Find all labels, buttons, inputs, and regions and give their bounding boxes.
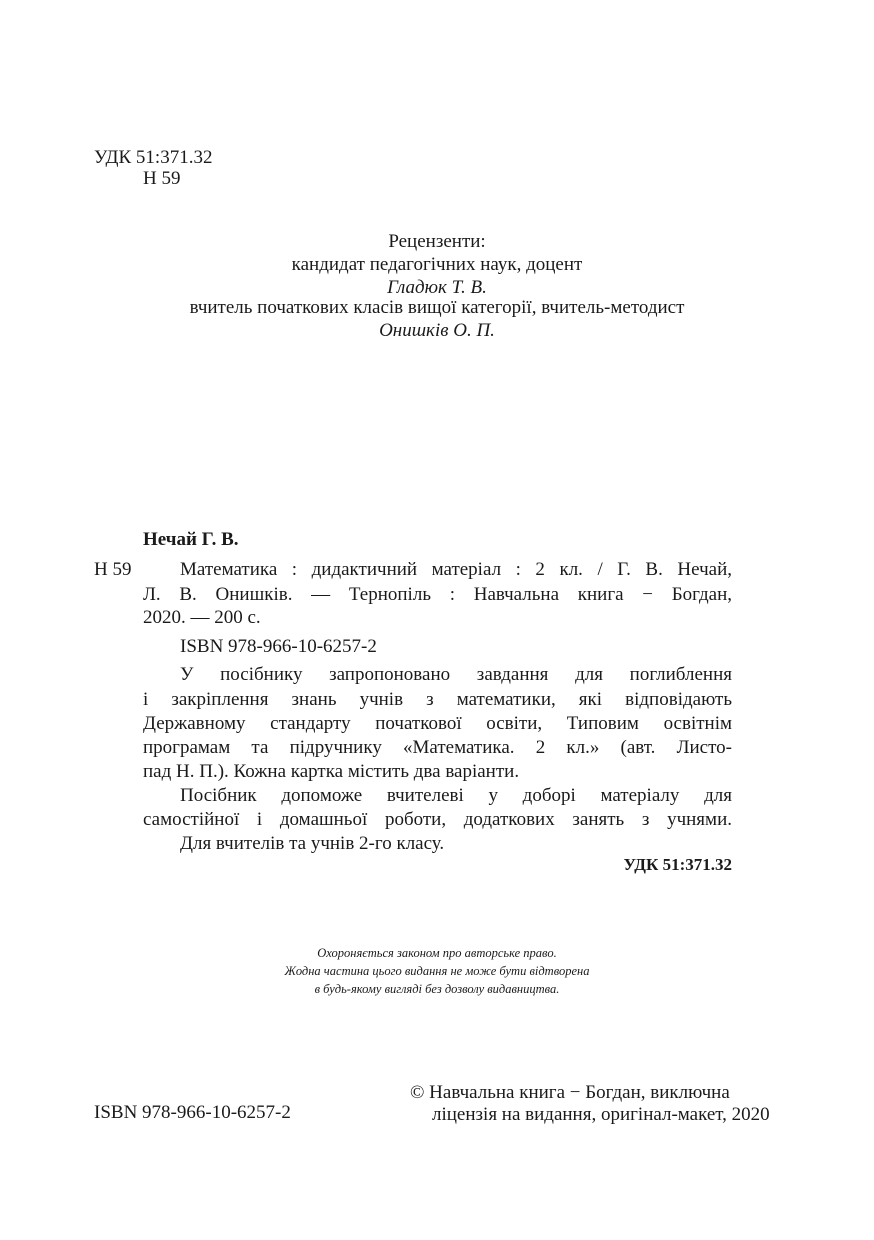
reviewer-2-credentials: вчитель початкових класів вищої категорії, вчитель-методист bbox=[189, 297, 685, 318]
bib-line-1: Математика : дидактичний матеріал : 2 кл. / Г. В. Нечай, bbox=[180, 559, 732, 580]
copyright-notice-line-1: Охороняється законом про авторське право. bbox=[317, 946, 557, 960]
footer-isbn: ISBN 978-966-10-6257-2 bbox=[94, 1102, 291, 1123]
copyright-notice-line-2: Жодна частина цього видання не може бути відтворена bbox=[284, 964, 590, 978]
footer-copyright-line-2: ліцензія на видання, оригінал-макет, 2020 bbox=[432, 1104, 770, 1125]
abstract-line-5: пад Н. П.). Кожна картка містить два варіанти. bbox=[143, 761, 520, 782]
author-mark: Н 59 bbox=[143, 168, 181, 189]
abstract-p3: Для вчителів та учнів 2-го класу. bbox=[180, 833, 445, 854]
reviewers-title: Рецензенти: bbox=[388, 231, 486, 252]
reviewer-1-credentials: кандидат педагогічних наук, доцент bbox=[291, 254, 583, 275]
abstract-line-3: Державному стандарту початкової освіти, Типовим освітнім bbox=[143, 713, 732, 734]
footer-copyright-line-1: © Навчальна книга − Богдан, виключна bbox=[410, 1082, 730, 1103]
abstract-line-2: і закріплення знань учнів з математики, які відповідають bbox=[143, 689, 732, 710]
catalog-mark: Н 59 bbox=[94, 559, 132, 580]
abstract-line-1: У посібнику запропоновано завдання для поглиблення bbox=[180, 664, 732, 685]
abstract-p2-line-2: самостійної і домашньої роботи, додаткових занять з учнями. bbox=[143, 809, 732, 830]
reviewer-2-name: Онишків О. П. bbox=[379, 320, 495, 341]
bib-line-2: Л. В. Онишків. — Тернопіль : Навчальна книга − Богдан, bbox=[143, 584, 732, 605]
catalog-isbn: ISBN 978-966-10-6257-2 bbox=[180, 636, 377, 657]
abstract-p2-line-1: Посібник допоможе вчителеві у доборі матеріалу для bbox=[180, 785, 732, 806]
reviewer-1-name: Гладюк Т. В. bbox=[387, 277, 487, 298]
catalog-udk: УДК 51:371.32 bbox=[623, 855, 732, 874]
bib-line-3: 2020. — 200 с. bbox=[143, 607, 261, 628]
abstract-line-4: програмам та підручнику «Математика. 2 кл.» (авт. Листо- bbox=[143, 737, 732, 758]
copyright-notice-line-3: в будь-якому вигляді без дозволу видавництва. bbox=[314, 982, 560, 996]
catalog-author: Нечай Г. В. bbox=[143, 529, 239, 550]
udk-code: УДК 51:371.32 bbox=[94, 147, 213, 168]
